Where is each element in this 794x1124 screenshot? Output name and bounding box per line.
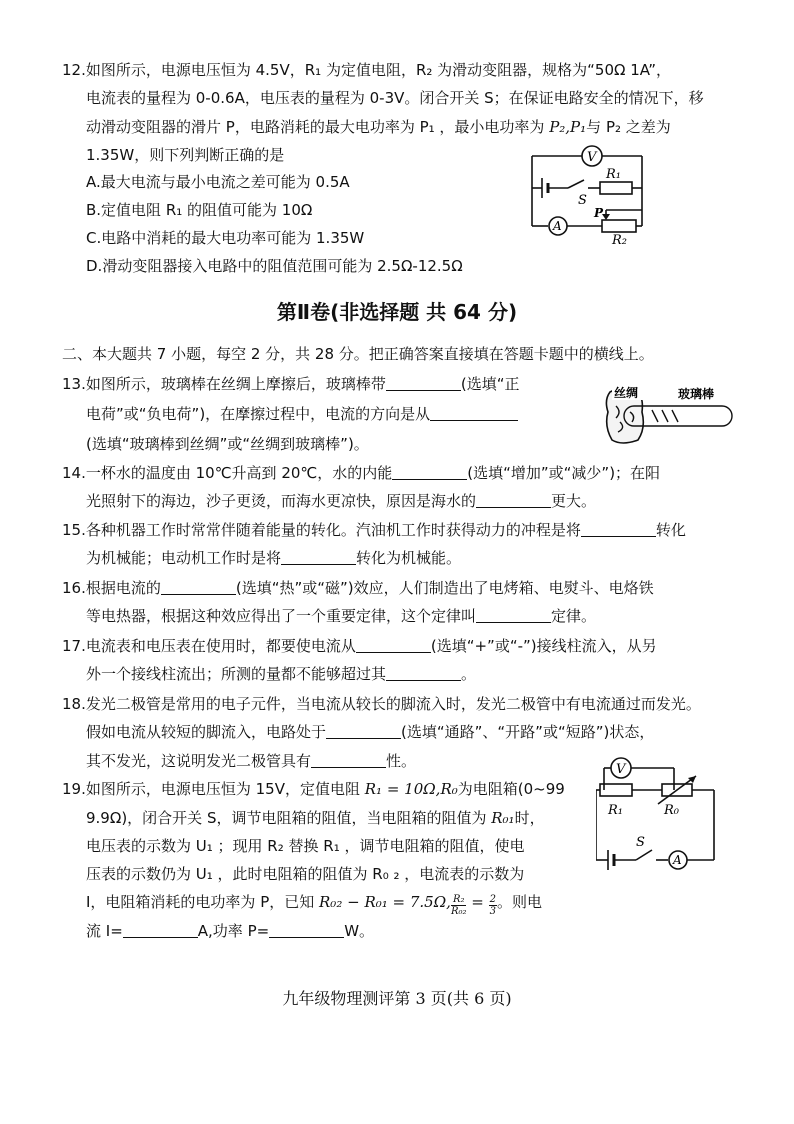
q13-blank-1[interactable]	[386, 374, 461, 391]
q19-line-5: I，电阻箱消耗的电功率为 P，已知 R₀₂ − R₀₁ = 7.5Ω, $\frac{\text{R₂}}{\text{R₀₂}}$ = $\frac{2}{3}$ 。则电	[86, 893, 542, 917]
q18-line-2: 假如电流从较短的脚流入，电路处于 (选填“通路”、“开路”或“短路”)状态，	[86, 723, 655, 741]
q13-glass-rod-silk-figure	[592, 382, 752, 452]
q19-r0-label: R₀	[664, 803, 679, 818]
q18-blank-1[interactable]	[326, 722, 401, 739]
q16-line-2: 等电热器，根据这种效应得出了一个重要定律，这个定律叫 定律。	[86, 607, 597, 625]
q16-line-1: 16.根据电流的 (选填“热”或“磁”)效应，人们制造出了电烤箱、电熨斗、电烙铁	[62, 579, 654, 597]
q14-blank-1[interactable]	[392, 463, 467, 480]
q19-voltmeter-label: V	[616, 762, 626, 777]
q14-blank-2[interactable]	[476, 491, 551, 508]
q14-line-2: 光照射下的海边，沙子更烫，而海水更凉快，原因是海水的 更大。	[86, 492, 597, 510]
q19-line-3: 电压表的示数为 U₁ ；现用 R₂ 替换 R₁ ，调节电阻箱的阻值，使电	[86, 837, 525, 855]
q12-option-d: D.滑动变阻器接入电路中的阻值范围可能为 2.5Ω-12.5Ω	[86, 257, 463, 275]
q12-line-2: 电流表的量程为 0-0.6A，电压表的量程为 0-3V。闭合开关 S；在保证电路安全的情况下，移	[86, 89, 704, 107]
q12-circuit-diagram	[520, 138, 660, 248]
q19-fraction-two-thirds: $\frac{2}{3}$	[489, 894, 496, 917]
q19-blank-power[interactable]	[269, 921, 344, 938]
page-footer: 九年级物理测评第 3 页(共 6 页)	[282, 989, 512, 1008]
q14-line-1: 14.一杯水的温度由 10℃升高到 20℃，水的内能 (选填“增加”或“减少”)；在阳	[62, 464, 661, 482]
q18-line-3: 其不发光，这说明发光二极管具有 性。	[86, 752, 417, 770]
q19-line-2: 9.9Ω)，闭合开关 S，调节电阻箱的阻值，当电阻箱的阻值为 R₀₁时，	[86, 809, 545, 827]
q13-line-2: 电荷”或“负电荷”)，在摩擦过程中，电流的方向是从	[86, 404, 518, 424]
q12-r2-label: R₂	[612, 233, 627, 248]
q12-r1-label: R₁	[606, 167, 621, 182]
q19-switch-label: S	[636, 835, 645, 850]
q12-line-3: 动滑动变阻器的滑片 P，电路消耗的最大电功率为 P₁ ，最小电功率为 P₂,P₁与 P₂ 之差为	[86, 118, 671, 136]
q19-line-1: 19.如图所示，电源电压恒为 15V，定值电阻 R₁ = 10Ω,R₀为电阻箱(0~99	[62, 780, 565, 798]
q13-line-1: 13.如图所示，玻璃棒在丝绸上摩擦后，玻璃棒带 (选填“正	[62, 375, 520, 393]
q17-line-2: 外一个接线柱流出；所测的量都不能够超过其 。	[86, 665, 477, 683]
q13-line-3: (选填“玻璃棒到丝绸”或“丝绸到玻璃棒”)。	[86, 435, 369, 453]
q19-fraction-r2-r02: $\frac{\text{R₂}}{\text{R₀₂}}$	[450, 894, 467, 917]
q12-voltmeter-label: V	[587, 150, 597, 165]
q13-rod-label: 玻璃棒	[678, 387, 715, 401]
q12-line-1: 12.如图所示，电源电压恒为 4.5V，R₁ 为定值电阻，R₂ 为滑动变阻器，规格为“50Ω 1A”，	[62, 61, 671, 79]
q15-line-2: 为机械能；电动机工作时是将 转化为机械能。	[86, 549, 462, 567]
q13-silk-label: 丝绸	[614, 386, 639, 400]
q15-line-1: 15.各种机器工作时常常伴随着能量的转化。汽油机工作时获得动力的冲程是将 转化	[62, 521, 686, 539]
q19-blank-current[interactable]	[123, 921, 198, 938]
q19-ammeter-label: A	[673, 853, 682, 867]
q17-line-1: 17.电流表和电压表在使用时，都要使电流从 (选填“+”或“-”)接线柱流入，从另	[62, 637, 657, 655]
q12-switch-label: S	[578, 193, 587, 208]
q13-blank-2[interactable]	[430, 404, 518, 421]
q12-option-a: A.最大电流与最小电流之差可能为 0.5A	[86, 173, 350, 191]
q19-line-4: 压表的示数仍为 U₁ ，此时电阻箱的阻值为 R₀ ₂ ，电流表的示数为	[86, 865, 525, 883]
q19-line-6: 流 I= A,功率 P= W。	[86, 922, 375, 940]
q19-circuit-diagram	[596, 750, 736, 870]
section-title: 第Ⅱ卷(非选择题 共 64 分)	[276, 300, 518, 324]
q15-blank-2[interactable]	[281, 548, 356, 565]
q17-blank-1[interactable]	[356, 636, 431, 653]
q12-line-4: 1.35W，则下列判断正确的是	[86, 146, 285, 164]
q16-blank-2[interactable]	[476, 606, 551, 623]
q16-blank-1[interactable]	[161, 578, 236, 595]
q18-line-1: 18.发光二极管是常用的电子元件，当电流从较长的脚流入时，发光二极管中有电流通过而发光。	[62, 695, 701, 713]
q12-slider-label: P	[594, 206, 604, 220]
q18-blank-2[interactable]	[311, 751, 386, 768]
q12-option-b: B.定值电阻 R₁ 的阻值可能为 10Ω	[86, 201, 313, 219]
q17-blank-2[interactable]	[386, 664, 461, 681]
q15-blank-1[interactable]	[581, 520, 656, 537]
q19-r1-label: R₁	[608, 803, 623, 818]
q12-ammeter-label: A	[553, 219, 562, 233]
section-instructions: 二、本大题共 7 小题，每空 2 分，共 28 分。把正确答案直接填在答题卡题中的横线上。	[62, 345, 654, 363]
q12-option-c: C.电路中消耗的最大电功率可能为 1.35W	[86, 229, 365, 247]
